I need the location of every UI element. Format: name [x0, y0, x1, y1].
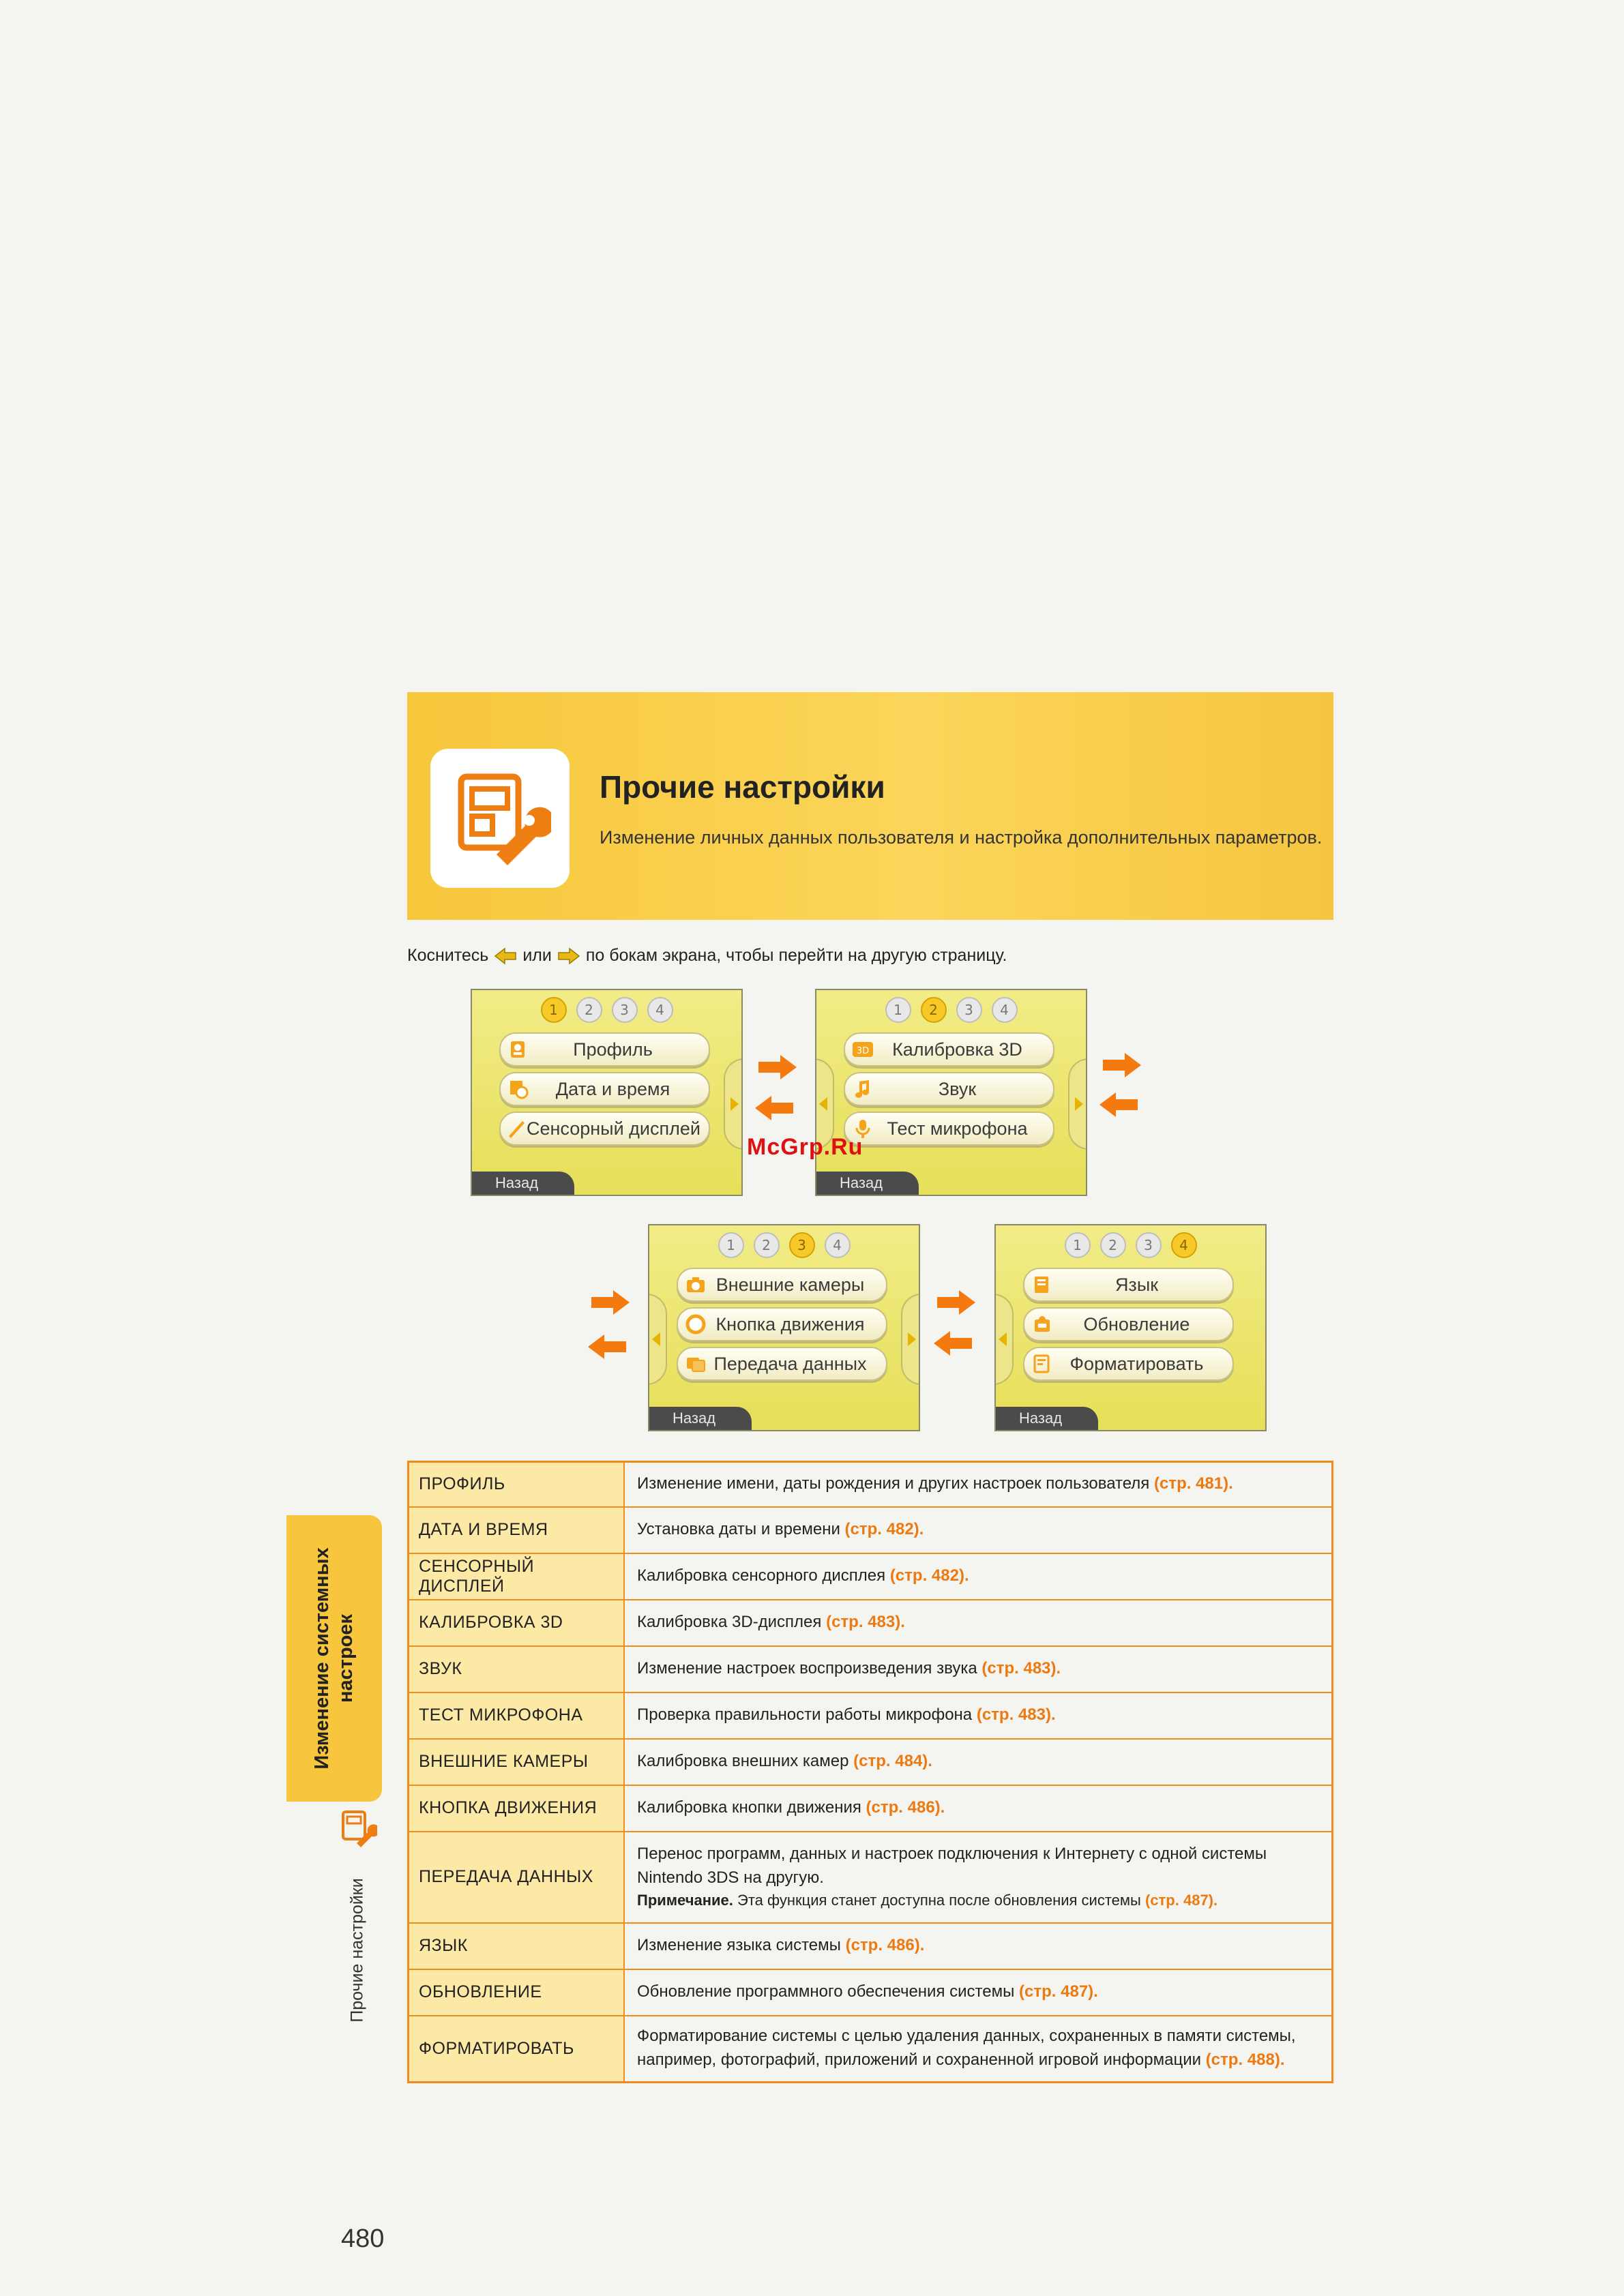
page-dot-1[interactable]: 1: [541, 997, 567, 1023]
menu-button-label: Передача данных: [713, 1353, 867, 1374]
setting-name: ВНЕШНИЕ КАМЕРЫ: [409, 1739, 625, 1785]
setting-name: КАЛИБРОВКА 3D: [409, 1600, 625, 1646]
setting-name: ПРОФИЛЬ: [409, 1462, 625, 1507]
table-row: [409, 1462, 1333, 1507]
next-page-button[interactable]: [1068, 1058, 1087, 1150]
watermark: McGrp.Ru: [747, 1134, 863, 1160]
page-reference: (стр. 486).: [866, 1798, 945, 1817]
clock-icon: [506, 1077, 531, 1101]
menu-button-3d-calibration[interactable]: [844, 1032, 1054, 1067]
page-dot-4[interactable]: 4: [992, 997, 1018, 1023]
chapter-tab: [286, 1515, 382, 1802]
setting-description-text: Калибровка 3D-дисплея: [637, 1613, 822, 1632]
page-indicator: [816, 997, 1086, 1023]
setting-description-text: Проверка правильности работы микрофона: [637, 1705, 973, 1725]
3d-icon: [851, 1037, 875, 1062]
menu-button-format[interactable]: [1023, 1347, 1234, 1381]
page-reference: (стр. 483).: [976, 1705, 1056, 1725]
arrow-right-icon: [936, 1289, 977, 1316]
page-subtitle: Изменение личных данных пользователя и настройка дополнительных параметров.: [600, 827, 1323, 848]
setting-name: ДАТА И ВРЕМЯ: [409, 1507, 625, 1553]
stylus-icon: [506, 1116, 527, 1141]
chapter-tab-label-line-1: Изменение системных: [311, 1547, 334, 1770]
page-dot-2[interactable]: 2: [754, 1232, 780, 1258]
arrow-left-icon: [1098, 1091, 1139, 1118]
menu-button-label: Профиль: [573, 1039, 653, 1060]
svg-text:3D: 3D: [856, 1046, 870, 1056]
setting-description-text: Перенос программ, данных и настроек подключения к Интернету с одной системы Nintendo 3DS на другую.: [637, 1844, 1267, 1887]
page-reference: (стр. 487).: [1145, 1892, 1218, 1909]
hint-text-before: Коснитесь: [407, 946, 489, 965]
setting-description: [624, 2016, 1333, 2083]
chapter-tab-label-line-2: настроек: [335, 1613, 357, 1703]
setting-description: [624, 1600, 1333, 1646]
menu-button-update[interactable]: [1023, 1307, 1234, 1341]
arrow-left-icon: [754, 1094, 795, 1122]
setting-description-text: Изменение настроек воспроизведения звука: [637, 1659, 977, 1678]
table-row: [409, 1553, 1333, 1600]
table-row: [409, 1785, 1333, 1832]
page-indicator: [996, 1232, 1265, 1258]
setting-description-text: Изменение языка системы: [637, 1936, 841, 1955]
language-icon: [1030, 1272, 1054, 1297]
table-row: [409, 1600, 1333, 1646]
page-dot-3[interactable]: 3: [1136, 1232, 1162, 1258]
table-row: [409, 1646, 1333, 1693]
settings-wrench-icon: [430, 749, 570, 888]
camera-icon: [683, 1272, 708, 1297]
setting-description: [624, 1553, 1333, 1600]
setting-description: [624, 1739, 1333, 1785]
setting-name: СЕНСОРНЫЙ ДИСПЛЕЙ: [409, 1553, 625, 1600]
setting-name: ЯЗЫК: [409, 1923, 625, 1969]
menu-button-profile[interactable]: [499, 1032, 710, 1067]
table-row: [409, 1832, 1333, 1923]
previous-page-button[interactable]: [994, 1294, 1014, 1385]
table-row: [409, 1969, 1333, 2016]
profile-icon: [506, 1037, 531, 1062]
menu-button-outer-cameras[interactable]: [677, 1268, 887, 1302]
setting-name: КНОПКА ДВИЖЕНИЯ: [409, 1785, 625, 1832]
settings-screen-page-4: [994, 1224, 1267, 1431]
setting-name: ФОРМАТИРОВАТЬ: [409, 2016, 625, 2083]
format-icon: [1030, 1352, 1054, 1376]
setting-name: ТЕСТ МИКРОФОНА: [409, 1693, 625, 1739]
setting-description: [624, 1923, 1333, 1969]
menu-button-circle-pad[interactable]: [677, 1307, 887, 1341]
back-button[interactable]: Назад: [649, 1407, 752, 1430]
chapter-tab-label: [310, 1547, 358, 1769]
back-button[interactable]: Назад: [472, 1172, 574, 1195]
settings-screen-page-2: [815, 989, 1087, 1196]
setting-description-text: Обновление программного обеспечения системы: [637, 1982, 1015, 2001]
setting-name: ПЕРЕДАЧА ДАННЫХ: [409, 1832, 625, 1923]
setting-description-text: Изменение имени, даты рождения и других настроек пользователя: [637, 1474, 1150, 1493]
arrow-left-icon: [932, 1330, 973, 1357]
menu-button-data-transfer[interactable]: [677, 1347, 887, 1381]
note-text: Эта функция станет доступна после обновления системы: [737, 1892, 1141, 1909]
setting-description-text: Установка даты и времени: [637, 1520, 840, 1539]
table-row: [409, 2016, 1333, 2083]
menu-button-language[interactable]: [1023, 1268, 1234, 1302]
menu-button-sound[interactable]: [844, 1072, 1054, 1106]
table-row: [409, 1739, 1333, 1785]
table-row: [409, 1923, 1333, 1969]
back-button[interactable]: Назад: [816, 1172, 919, 1195]
setting-description: [624, 1507, 1333, 1553]
menu-button-mic-test[interactable]: [844, 1112, 1054, 1146]
next-page-button[interactable]: [724, 1058, 743, 1150]
menu-button-label: Внешние камеры: [715, 1274, 865, 1295]
arrow-right-icon: [590, 1289, 631, 1316]
table-row: [409, 1507, 1333, 1553]
hint-text-after: по бокам экрана, чтобы перейти на другую страницу.: [585, 946, 1007, 965]
note-label: Примечание.: [637, 1892, 733, 1909]
arrow-right-icon: [557, 947, 580, 965]
circle-pad-icon: [683, 1312, 708, 1337]
menu-button-label: Калибровка 3D: [892, 1039, 1022, 1060]
page-dot-3[interactable]: 3: [789, 1232, 815, 1258]
page-reference: (стр. 486).: [845, 1936, 925, 1955]
menu-button-label: Тест микрофона: [887, 1118, 1028, 1139]
setting-description: [624, 1693, 1333, 1739]
header-banner: [407, 692, 1333, 920]
setting-description-text: Калибровка кнопки движения: [637, 1798, 861, 1817]
page-dot-1[interactable]: 1: [1065, 1232, 1091, 1258]
settings-wrench-icon: [339, 1809, 377, 1851]
transfer-icon: [683, 1352, 708, 1376]
page-reference: (стр. 483).: [981, 1659, 1061, 1678]
page-dot-1[interactable]: 1: [885, 997, 911, 1023]
page-dot-4[interactable]: 4: [1171, 1232, 1197, 1258]
page-reference: (стр. 488).: [1205, 2051, 1285, 2070]
hint-text-middle: или: [522, 946, 552, 965]
page-dot-1[interactable]: 1: [718, 1232, 744, 1258]
page-dot-3[interactable]: 3: [956, 997, 982, 1023]
setting-description: [624, 1969, 1333, 2016]
section-side-label: Прочие настройки: [347, 1878, 367, 2023]
arrow-right-icon: [1102, 1052, 1142, 1079]
page-indicator: [472, 997, 741, 1023]
page-dot-2[interactable]: 2: [1100, 1232, 1126, 1258]
menu-button-label: Кнопка движения: [715, 1313, 865, 1335]
music-note-icon: [851, 1077, 875, 1101]
setting-description: [624, 1646, 1333, 1693]
setting-description-text: Форматирование системы с целью удаления данных, сохраненных в памяти системы, например, фотографий, приложений и сохраненной игровой информации: [637, 2027, 1296, 2070]
setting-name: ЗВУК: [409, 1646, 625, 1693]
page-indicator: [649, 1232, 919, 1258]
menu-button-touch-screen[interactable]: [499, 1112, 710, 1146]
back-button[interactable]: Назад: [996, 1407, 1098, 1430]
page-reference: (стр. 484).: [853, 1752, 932, 1771]
menu-button-date-time[interactable]: [499, 1072, 710, 1106]
setting-description: [624, 1832, 1333, 1923]
setting-description: [624, 1785, 1333, 1832]
menu-button-label: Сенсорный дисплей: [527, 1118, 700, 1139]
settings-table: [407, 1461, 1333, 2083]
setting-name: ОБНОВЛЕНИЕ: [409, 1969, 625, 2016]
settings-screen-page-3: [648, 1224, 920, 1431]
navigation-hint: [407, 946, 1007, 966]
setting-description: [624, 1462, 1333, 1507]
page-reference: (стр. 483).: [826, 1613, 905, 1632]
page-dot-4[interactable]: 4: [647, 997, 673, 1023]
menu-button-label: Звук: [938, 1078, 977, 1099]
page-reference: (стр. 487).: [1019, 1982, 1098, 2001]
setting-description-text: Калибровка сенсорного дисплея: [637, 1566, 886, 1585]
update-icon: [1030, 1312, 1054, 1337]
arrow-left-icon: [587, 1333, 628, 1360]
arrow-left-icon: [494, 947, 517, 965]
menu-button-label: Дата и время: [555, 1078, 670, 1099]
page-dot-2[interactable]: 2: [921, 997, 947, 1023]
page-number: 480: [341, 2224, 385, 2253]
arrow-right-icon: [757, 1054, 798, 1081]
setting-note: [637, 1890, 1319, 1911]
previous-page-button[interactable]: [648, 1294, 667, 1385]
menu-button-label: Обновление: [1083, 1313, 1190, 1335]
menu-button-label: Форматировать: [1069, 1353, 1204, 1374]
next-page-button[interactable]: [901, 1294, 920, 1385]
page-dot-4[interactable]: 4: [825, 1232, 851, 1258]
page-title: Прочие настройки: [600, 769, 885, 805]
settings-screen-page-1: [471, 989, 743, 1196]
setting-description-text: Калибровка внешних камер: [637, 1752, 849, 1771]
page-reference: (стр. 482).: [889, 1566, 969, 1585]
page-reference: (стр. 481).: [1153, 1474, 1233, 1493]
page-dot-3[interactable]: 3: [612, 997, 638, 1023]
menu-button-label: Язык: [1114, 1274, 1159, 1295]
table-row: [409, 1693, 1333, 1739]
page-dot-2[interactable]: 2: [576, 997, 602, 1023]
page-reference: (стр. 482).: [844, 1520, 924, 1539]
